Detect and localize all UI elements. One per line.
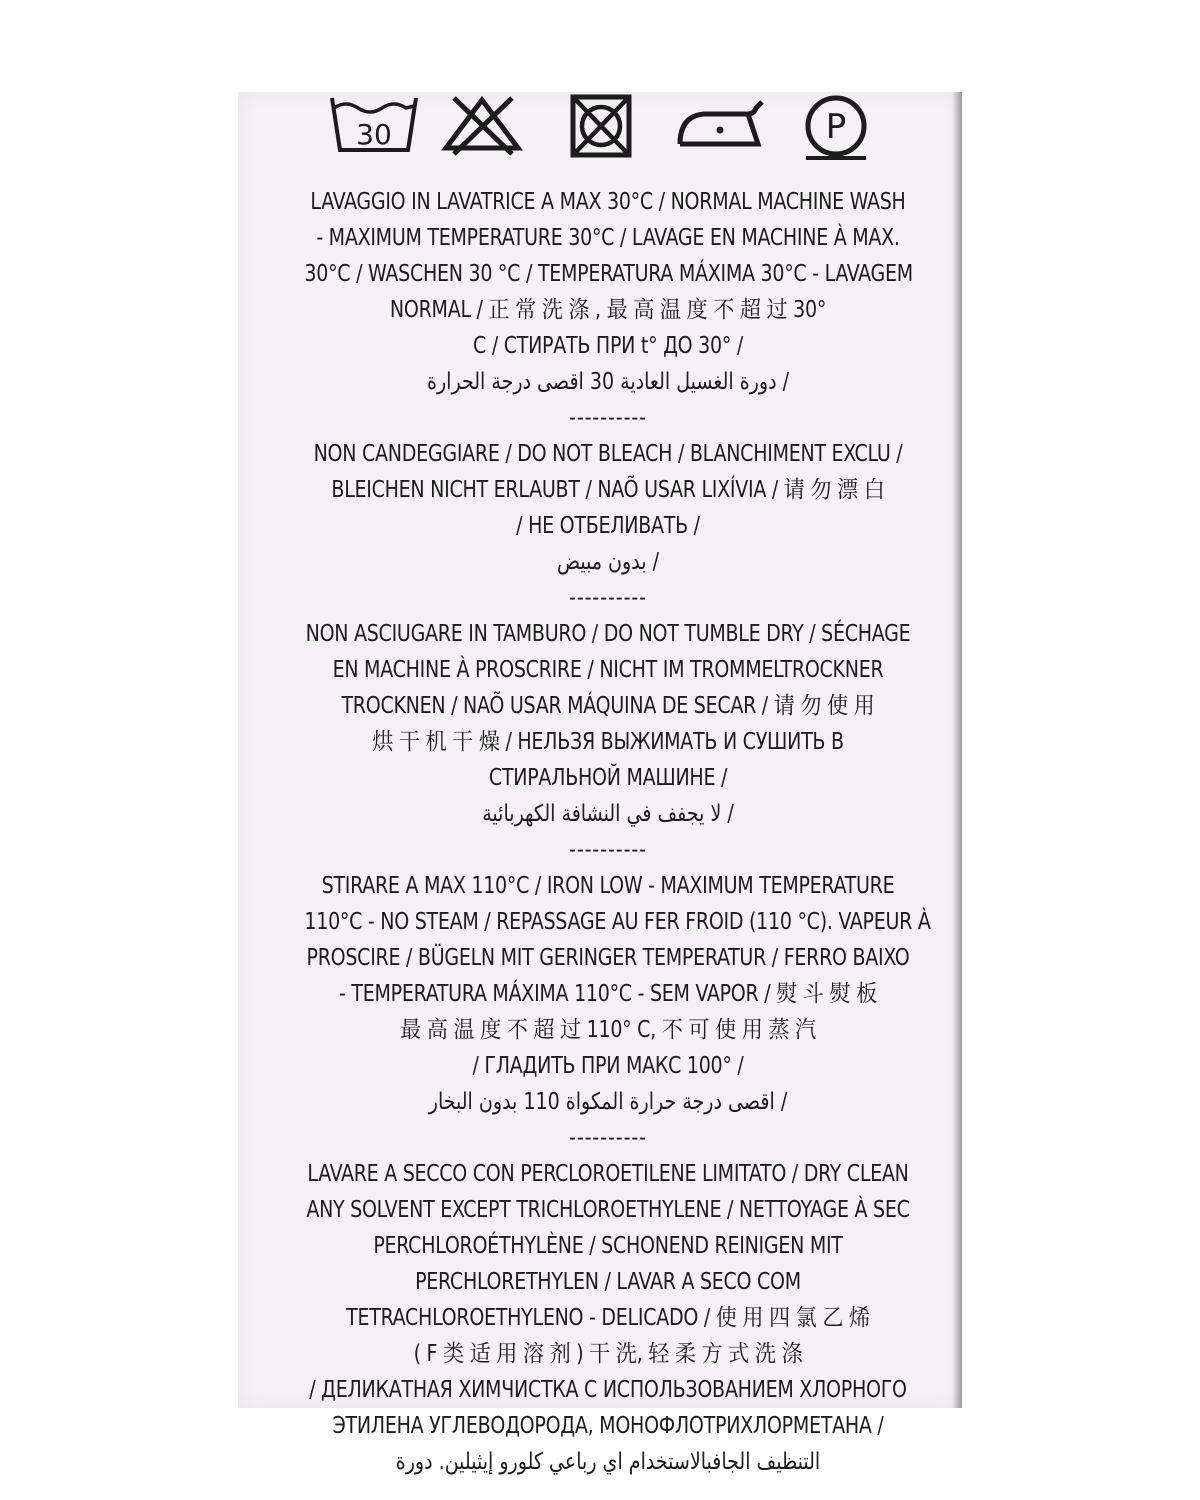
- dryclean-line-5: TETRACHLOROETHYLENO - DELICADO / 使 用 四 氯 乙 烯: [346, 1305, 870, 1331]
- wash-line-3: 30°C / WASCHEN 30 °C / TEMPERATURA MÁXIMA 30°C - LAVAGEM: [304, 261, 913, 287]
- dry-clean-letter: P: [825, 107, 847, 147]
- iron-line-2: 110°C - NO STEAM / REPASSAGE AU FER FROID (110 °C). VAPEUR À: [304, 909, 931, 935]
- wash-line-arabic: / دورة الغسيل العادية 30 اقصى درجة الحرارة: [426, 369, 790, 395]
- wash-temp-text: 30: [356, 118, 392, 151]
- dryclean-line-2: ANY SOLVENT EXCEPT TRICHLOROETHYLENE / NETTOYAGE À SEC: [306, 1197, 910, 1223]
- iron-line-6: / ГЛАДИТЬ ПРИ МАКС 100° /: [472, 1053, 744, 1079]
- iron-line-arabic: / اقصى درجة حرارة المكواة 110 بدون البخار: [428, 1089, 788, 1115]
- dryclean-line-1: LAVARE A SECCO CON PERCLOROETILENE LIMITATO / DRY CLEAN: [307, 1161, 909, 1187]
- iron-line-5: 最 高 温 度 不 超 过 110° C, 不 可 使 用 蒸 汽: [400, 1017, 816, 1043]
- wash-line-1: LAVAGGIO IN LAVATRICE A MAX 30°C / NORMAL MACHINE WASH: [310, 189, 906, 215]
- care-label: [238, 92, 962, 1475]
- wash-line-2: - MAXIMUM TEMPERATURE 30°C / LAVAGE EN MACHINE À MAX.: [316, 225, 900, 251]
- dry-line-5: СТИРАЛЬНОЙ МАШИНЕ /: [488, 765, 728, 791]
- dry-clean-p-icon: [798, 94, 878, 162]
- dry-line-2: EN MACHINE À PROSCRIRE / NICHT IM TROMMELTROCKNER: [332, 657, 884, 683]
- wash-line-5: C / СТИРАТЬ ПРИ t° ДО 30° /: [473, 333, 743, 359]
- iron-line-3: PROSCIRE / BÜGELN MIT GERINGER TEMPERATUR / FERRO BAIXO: [306, 945, 910, 971]
- dry-line-arabic: / لا يجفف في النشافة الكهربائية: [482, 801, 734, 827]
- iron-line-1: STIRARE A MAX 110°C / IRON LOW - MAXIMUM TEMPERATURE: [321, 873, 895, 899]
- dryclean-line-arabic: التنظيف الجافبالاستخدام اي رباعي كلورو إيثيلين. دورة: [395, 1449, 821, 1475]
- separator: ----------: [569, 837, 647, 863]
- dryclean-line-6: ( F 类 适 用 溶 剂 ) 干 洗, 轻 柔 方 式 洗 涤: [413, 1341, 803, 1367]
- wash-line-4: NORMAL / 正 常 洗 涤 , 最 高 温 度 不 超 过 30°: [389, 297, 827, 323]
- iron-low-icon: [674, 94, 772, 156]
- dryclean-line-8: ЭТИЛЕНА УГЛЕВОДОРОДА, МОНОФЛОТРИХЛОРМЕТАНА /: [332, 1413, 884, 1439]
- dry-line-1: NON ASCIUGARE IN TAMBURO / DO NOT TUMBLE DRY / SÉCHAGE: [305, 621, 911, 647]
- bleach-line-1: NON CANDEGGIARE / DO NOT BLEACH / BLANCHIMENT EXCLU /: [313, 441, 903, 467]
- dryclean-line-4: PERCHLORETHYLEN / LAVAR A SECO COM: [415, 1269, 801, 1295]
- care-symbols: [328, 94, 888, 164]
- separator: ----------: [569, 585, 647, 611]
- wash-30-icon: [328, 94, 420, 156]
- bleach-line-3: / НЕ ОТБЕЛИВАТЬ /: [516, 513, 700, 539]
- separator: ----------: [569, 405, 647, 431]
- dryclean-line-3: PERCHLOROÉTHYLÈNE / SCHONEND REINIGEN MIT: [373, 1233, 843, 1259]
- dryclean-line-7: / ДЕЛИКАТНАЯ ХИМЧИСТКА С ИСПОЛЬЗОВАНИЕМ ХЛОРНОГО: [309, 1377, 907, 1403]
- no-bleach-icon: [440, 94, 524, 156]
- dry-line-4: 烘 干 机 干 燥 / НЕЛЬЗЯ ВЫЖИМАТЬ И СУШИТЬ В: [372, 729, 844, 755]
- iron-line-4: - TEMPERATURA MÁXIMA 110°C - SEM VAPOR / 熨 斗 熨 板: [339, 981, 877, 1007]
- bleach-line-arabic: / بدون مبيض: [556, 549, 659, 575]
- label-edge-shadow: [952, 92, 962, 1408]
- separator: ----------: [569, 1125, 647, 1151]
- dry-line-3: TROCKNEN / NAÕ USAR MÁQUINA DE SECAR / 请 勿 使 用: [341, 693, 875, 719]
- bleach-line-2: BLEICHEN NICHT ERLAUBT / NAÕ USAR LIXÍVIA / 请 勿 漂 白: [331, 477, 885, 503]
- care-instructions: [304, 184, 931, 1480]
- no-tumble-dry-icon: [568, 94, 634, 160]
